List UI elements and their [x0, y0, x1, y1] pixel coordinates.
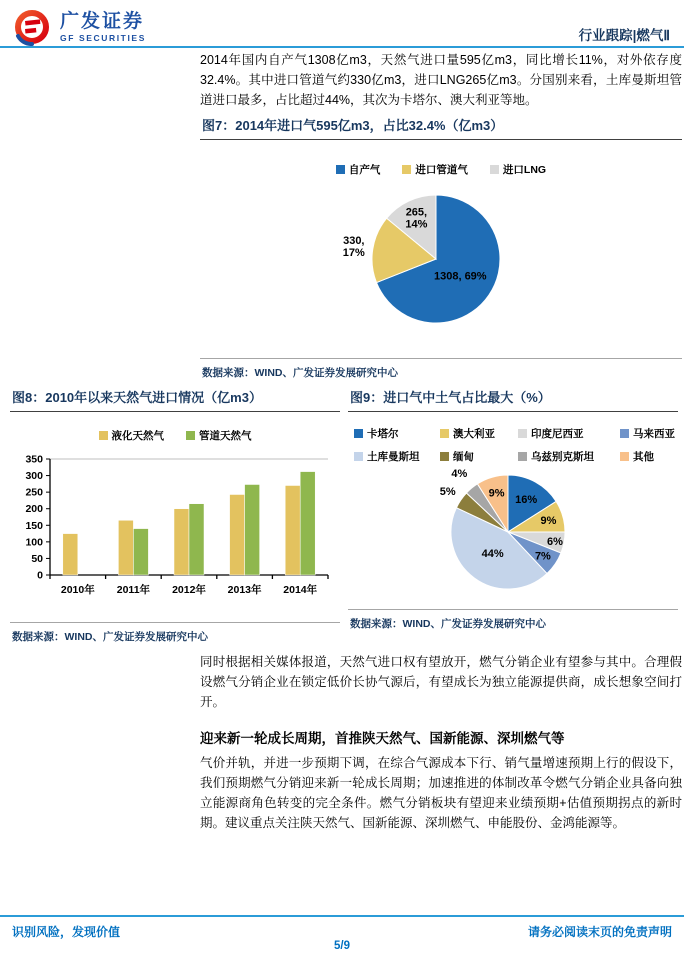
y-axis-tick-label: 250	[25, 486, 43, 499]
x-axis-category-label: 2012年	[172, 584, 206, 596]
legend-swatch-icon	[402, 165, 411, 174]
legend-swatch-icon	[620, 429, 629, 438]
figure-7-pie-chart	[200, 177, 682, 345]
pie-data-label: 9%	[540, 515, 557, 528]
bar-管道天然气-2011年	[133, 529, 148, 575]
legend-label: 其他	[633, 451, 654, 463]
legend-label: 管道天然气	[199, 430, 252, 442]
bar-液化天然气-2012年	[174, 509, 189, 575]
pie-data-label: 330, 17%	[342, 235, 365, 259]
bar-液化天然气-2011年	[118, 520, 133, 575]
legend-swatch-icon	[440, 429, 449, 438]
legend-item	[518, 449, 620, 464]
pie-data-label: 5%	[439, 486, 456, 498]
figure-9-title: 图9：进口气中土气占比最大（%）	[348, 384, 678, 412]
legend-label: 进口LNG	[502, 164, 547, 176]
legend-item	[354, 449, 440, 464]
brand-text	[60, 12, 146, 43]
section-heading: 迎来新一轮成长周期，首推陕天然气、国新能源、深圳燃气等	[200, 731, 565, 746]
pie-data-label: 9%	[488, 487, 505, 500]
bar-管道天然气-2012年	[189, 504, 204, 575]
brand-block	[12, 8, 146, 46]
legend-label: 进口管道气	[415, 164, 468, 176]
body-paragraph-3: 气价并轨，并进一步预期下调，在综合气源成本下行、销气量增速预期上行的假设下，我们预期燃气分销迎来新一轮成长周期；加速推进的体制改革令燃气分销企业具备向独立能源商角色转变的完全条件。燃气分销板块有望迎来业绩预期+估值预期拐点的新时期。建议重点关注陕天然气、国新能源、深圳燃气、申能股份、金鸿能源等。	[200, 756, 682, 830]
bar-液化天然气-2013年	[230, 495, 245, 576]
legend-label: 自产气	[348, 164, 381, 176]
legend-item	[354, 426, 440, 441]
figure-8-legend	[10, 428, 340, 443]
body-paragraph-2: 同时根据相关媒体报道，天然气进口权有望放开，燃气分销企业有望参与其中。合理假设燃气分销企业在锁定低价长协气源后，有望成长为独立能源提供商，成长想象空间打开。	[200, 655, 682, 709]
legend-swatch-icon	[336, 165, 345, 174]
y-axis-tick-label: 150	[25, 519, 43, 532]
figure-8-title: 图8：2010年以来天然气进口情况（亿m3）	[10, 384, 340, 412]
figure-7	[200, 112, 682, 380]
legend-swatch-icon	[518, 452, 527, 461]
report-category-label: 行业跟踪|燃气Ⅱ	[578, 28, 670, 43]
footer-slogan: 识别风险，发现价值	[12, 925, 121, 939]
x-axis-category-label: 2010年	[60, 584, 95, 596]
legend-item	[490, 162, 546, 177]
legend-label: 液化天然气	[111, 430, 164, 442]
pie-data-label: 4%	[451, 468, 468, 481]
legend-swatch-icon	[490, 165, 499, 174]
figure-7-legend	[200, 162, 682, 177]
figure-9-source: 数据来源：WIND、广发证券发展研究中心	[348, 609, 678, 631]
legend-label: 澳大利亚	[453, 428, 495, 440]
legend-item	[99, 428, 165, 443]
y-axis-tick-label: 0	[37, 569, 43, 582]
y-axis-tick-label: 300	[25, 470, 43, 483]
brand-name-en: GF SECURITIES	[60, 32, 146, 43]
y-axis-tick-label: 350	[25, 453, 43, 466]
footer-disclaimer-note: 请务必阅读末页的免责声明	[527, 925, 672, 939]
bar-管道天然气-2014年	[300, 472, 315, 575]
bar-液化天然气-2014年	[285, 486, 300, 576]
brand-name-cn: 广发证券	[60, 10, 145, 32]
y-axis-tick-label: 50	[31, 552, 43, 565]
figure-8	[10, 384, 340, 644]
legend-item	[620, 426, 684, 441]
pie-data-label: 7%	[534, 550, 551, 563]
pie-data-label: 265, 14%	[405, 206, 428, 231]
x-axis-category-label: 2013年	[227, 584, 262, 596]
figure-8-bar-chart	[10, 447, 336, 603]
legend-swatch-icon	[99, 431, 108, 440]
legend-item	[402, 162, 468, 177]
pie-data-label: 1308, 69%	[433, 270, 487, 283]
legend-swatch-icon	[518, 429, 527, 438]
figure-9-legend	[348, 426, 678, 464]
page-footer	[0, 915, 684, 952]
legend-item	[518, 426, 620, 441]
figure-9-pie-chart	[348, 468, 674, 598]
legend-item	[620, 449, 684, 464]
legend-label: 马来西亚	[633, 428, 675, 440]
pie-data-label: 6%	[547, 536, 563, 548]
gf-securities-logo-icon	[12, 8, 54, 46]
legend-label: 乌兹别克斯坦	[531, 451, 594, 463]
legend-item	[186, 428, 252, 443]
legend-item	[440, 449, 518, 464]
x-axis-category-label: 2014年	[283, 584, 318, 596]
figure-8-source: 数据来源：WIND、广发证券发展研究中心	[10, 622, 340, 644]
legend-swatch-icon	[354, 452, 363, 461]
y-axis-tick-label: 100	[25, 536, 43, 549]
x-axis-category-label: 2011年	[116, 584, 151, 596]
figure-9	[348, 384, 678, 631]
bar-液化天然气-2010年	[63, 534, 78, 575]
legend-swatch-icon	[440, 452, 449, 461]
figure-7-title: 图7：2014年进口气595亿m3，占比32.4%（亿m3）	[200, 112, 682, 140]
legend-label: 印度尼西亚	[531, 428, 584, 440]
figure-7-source: 数据来源：WIND、广发证券发展研究中心	[200, 358, 682, 380]
legend-item	[440, 426, 518, 441]
legend-label: 土库曼斯坦	[367, 451, 420, 463]
y-axis-tick-label: 200	[25, 503, 43, 516]
legend-label: 缅甸	[453, 451, 474, 463]
pie-data-label: 16%	[515, 494, 538, 506]
bar-管道天然气-2013年	[245, 485, 260, 576]
body-paragraph-1: 2014年国内自产气1308亿m3，天然气进口量595亿m3，同比增长11%，对外依存度32.4%。其中进口管道气约330亿m3，进口LNG265亿m3。分国别来看，土库曼斯坦管道进口最多，占比超过44%，其次为卡塔尔、澳大利亚等地。	[200, 53, 682, 107]
legend-item	[336, 162, 381, 177]
pie-data-label: 44%	[481, 548, 504, 561]
page-header	[0, 0, 684, 48]
legend-swatch-icon	[620, 452, 629, 461]
page-number: 5/9	[334, 940, 350, 952]
legend-label: 卡塔尔	[367, 428, 399, 440]
legend-swatch-icon	[186, 431, 195, 440]
legend-swatch-icon	[354, 429, 363, 438]
